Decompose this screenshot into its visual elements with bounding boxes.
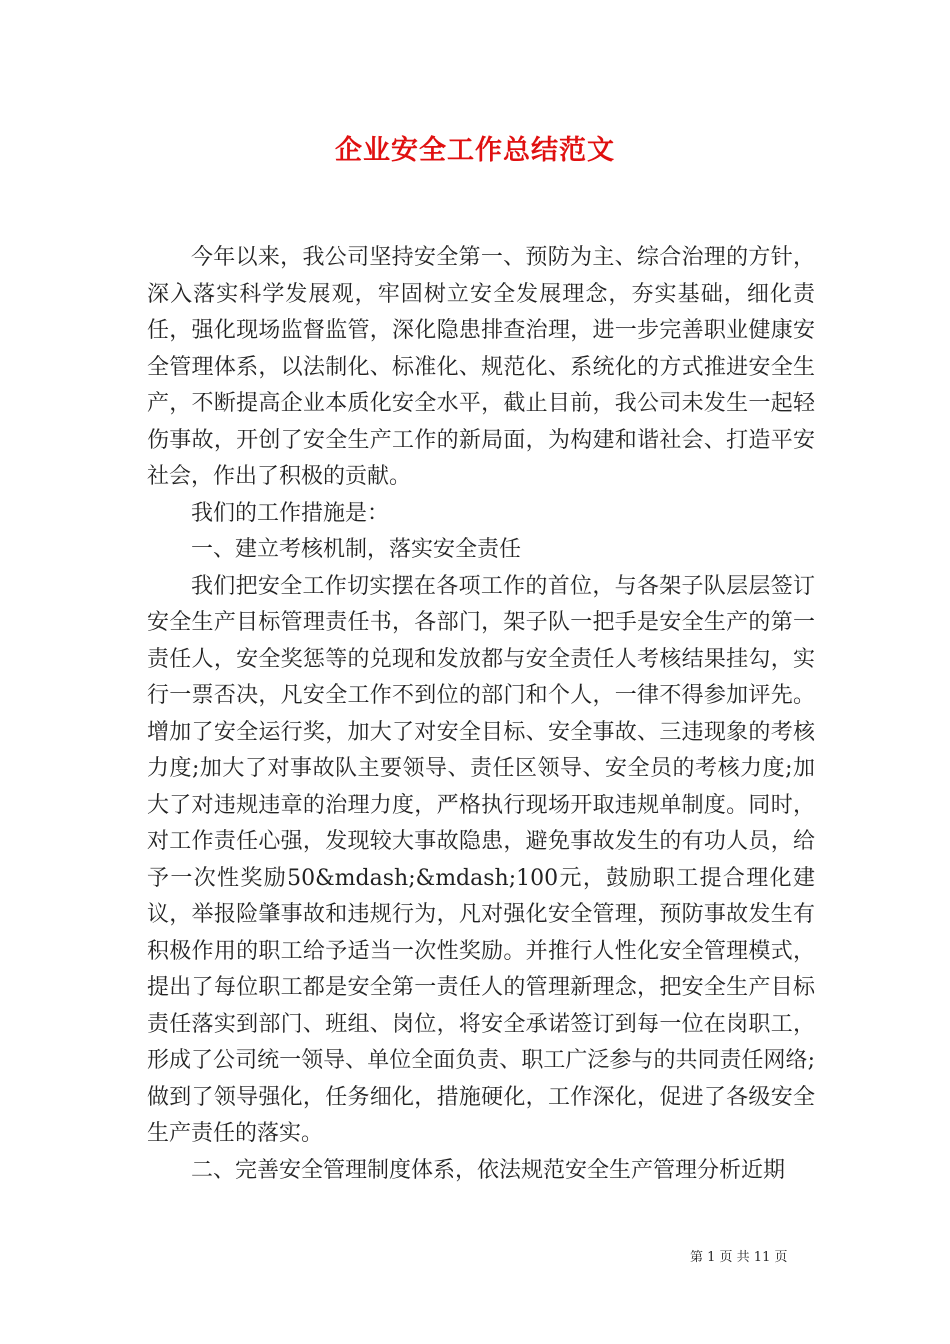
section-heading-1: 一、建立考核机制，落实安全责任	[191, 537, 522, 562]
document-body	[147, 240, 815, 1189]
document-title: 企业安全工作总结范文	[335, 135, 615, 166]
paragraph-intro: 今年以来，我公司坚持安全第一、预防为主、综合治理的方针，深入落实科学发展观，牢固树立安全发展理念，夯实基础，细化责任，强化现场监督监管，深化隐患排查治理，进一步完善职业健康安全管理体系，以法制化、标准化、规范化、系统化的方式推进安全生产，不断提高企业本质化安全水平，截止目前，我公司未发生一起轻伤事故，开创了安全生产工作的新局面，为构建和谐社会、打造平安社会，作出了积极的贡献。	[147, 245, 815, 489]
paragraph-section-1: 我们把安全工作切实摆在各项工作的首位，与各架子队层层签订安全生产目标管理责任书，各部门，架子队一把手是安全生产的第一责任人，安全奖惩等的兑现和发放都与安全责任人考核结果挂勾，实行一票否决，凡安全工作不到位的部门和个人，一律不得参加评先。增加了安全运行奖，加大了对安全目标、安全事故、三违现象的考核力度;加大了对事故队主要领导、责任区领导、安全员的考核力度;加大了对违规违章的治理力度，严格执行现场开取违规单制度。同时，对工作责任心强，发现较大事故隐患，避免事故发生的有功人员，给予一次性奖励50&mdash;&mdash;100元，鼓励职工提合理化建议，举报险肇事故和违规行为，凡对强化安全管理，预防事故发生有积极作用的职工给予适当一次性奖励。并推行人性化安全管理模式，提出了每位职工都是安全第一责任人的管理新理念，把安全生产目标责任落实到部门、班组、岗位，将安全承诺签订到每一位在岗职工，形成了公司统一领导、单位全面负责、职工广泛参与的共同责任网络;做到了领导强化，任务细化，措施硬化，工作深化，促进了各级安全生产责任的落实。	[147, 573, 815, 1146]
section-heading-2: 二、完善安全管理制度体系，依法规范安全生产管理分析近期	[191, 1157, 786, 1183]
paragraph-measures-lead: 我们的工作措施是：	[191, 500, 390, 526]
page-number: 第 1 页 共 11 页	[690, 1250, 788, 1265]
